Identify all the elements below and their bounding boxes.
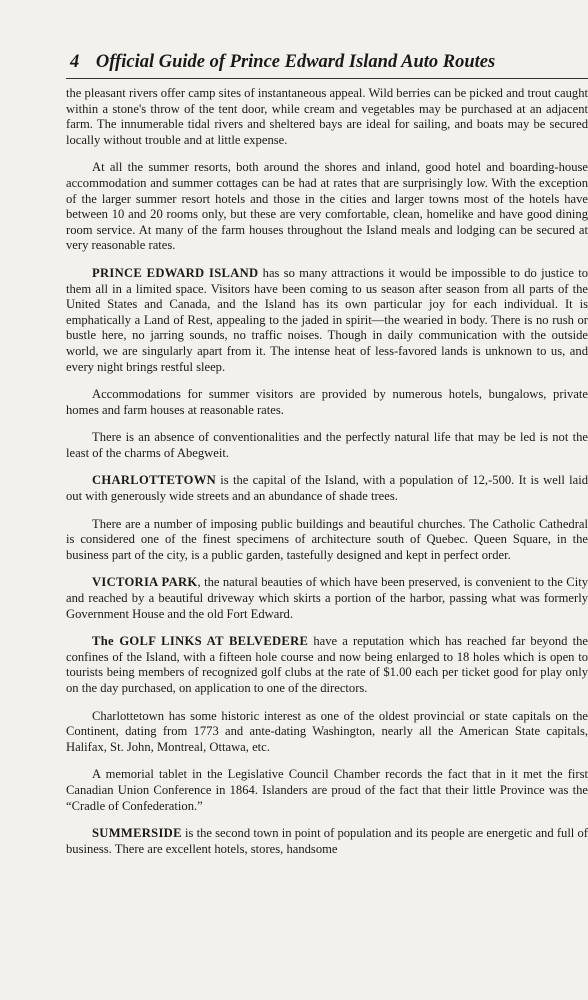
paragraph-charlottetown: CHARLOTTETOWN is the capital of the Island, with a population of 12,-500. It is well laid out with generously wide streets and an abundance of shade trees. bbox=[66, 473, 588, 504]
paragraph-summer-resorts: At all the summer resorts, both around the shores and inland, good hotel and boarding-house accommodation and summer cottages can be had at rates that are surprisingly low. With the exception of the larger summer resort hotels and those in the cities and larger towns most of the hotels have between 10 and 20 rooms only, but these are very comfortable, clean, homelike and have good dining room service. At many of the farm houses throughout the Island meals and lodging can be secured at very reasonable rates. bbox=[66, 160, 588, 253]
paragraph-public-buildings: There are a number of imposing public buildings and beautiful churches. The Catholic Cathedral is considered one of the finest specimens of architecture south of Quebec. Queen Square, in the business part of the city, is a public garden, tastefully designed and kept in perfect order. bbox=[66, 516, 588, 562]
paragraph-memorial-tablet: A memorial tablet in the Legislative Council Chamber records the fact that in it met the first Canadian Union Conference in 1864. Islanders are proud of the fact that their little Province was the “Cradle of Confederation.” bbox=[66, 767, 588, 813]
page-number: 4 bbox=[70, 52, 80, 72]
paragraph-accommodations: Accommodations for summer visitors are provided by numerous hotels, bungalows, private homes and farm houses at reasonable rates. bbox=[66, 387, 588, 417]
paragraph-historic-interest: Charlottetown has some historic interest as one of the oldest provincial or state capitals on the Continent, dating from 1773 and ante-dating Washington, nearly all the American State capitals, Halifax, St. John, Montreal, Ottawa, etc. bbox=[66, 708, 588, 754]
page-title: Official Guide of Prince Edward Island Auto Routes bbox=[95, 52, 496, 72]
section-lead: The GOLF LINKS AT BELVEDERE bbox=[92, 634, 309, 649]
body-text bbox=[66, 86, 588, 869]
page-header bbox=[70, 52, 544, 73]
paragraph-summerside: SUMMERSIDE is the second town in point of population and its people are energetic and full of business. There are excellent hotels, stores, handsome bbox=[66, 826, 588, 856]
paragraph-continuation: the pleasant rivers offer camp sites of instantaneous appeal. Wild berries can be picked and trout caught within a stone's throw of the tent door, while cream and vegetables may be purchased at an adjacent farm. The innumerable tidal rivers and sheltered bays are ideal for sailing, and boats may be secured locally without trouble and at little expense. bbox=[66, 86, 588, 147]
section-lead: SUMMERSIDE bbox=[92, 826, 182, 841]
section-lead: PRINCE EDWARD ISLAND bbox=[92, 265, 259, 280]
paragraph-conventionalities: There is an absence of conventionalities and the perfectly natural life that may be led is not the least of the charms of Abegweit. bbox=[66, 430, 588, 460]
header-rule bbox=[66, 78, 588, 79]
paragraph-victoria-park: VICTORIA PARK, the natural beauties of which have been preserved, is convenient to the City and reached by a beautiful driveway which skirts a portion of the harbor, passing what was formerly Government House and the old Fort Edward. bbox=[66, 575, 588, 621]
paragraph-prince-edward-island: PRINCE EDWARD ISLAND has so many attractions it would be impossible to do justice to them all in a limited space. Visitors have been coming to us season after season from all parts of the United States and Canada, and the Island has its own particular joy for each individual. It is emphatically a Land of Rest, appealing to the jaded in spirit—the wearied in body. There is no rush or bustle here, no jarring sounds, no traffic noises. Though in daily communication with the outside world, we are singularly apart from it. The intense heat of less-favored lands is unknown to us, and every night brings restful sleep. bbox=[66, 265, 588, 374]
section-lead: VICTORIA PARK bbox=[92, 575, 198, 590]
section-lead: CHARLOTTETOWN bbox=[92, 473, 217, 488]
paragraph-golf-links: The GOLF LINKS AT BELVEDERE have a reputation which has reached far beyond the confines of the Island, with a fifteen hole course and now being enlarged to 18 holes which is open to tourists being members of recognized golf clubs at the rate of $1.00 each per ticket good for play only on the day purchased, on application to one of the directors. bbox=[66, 634, 588, 695]
